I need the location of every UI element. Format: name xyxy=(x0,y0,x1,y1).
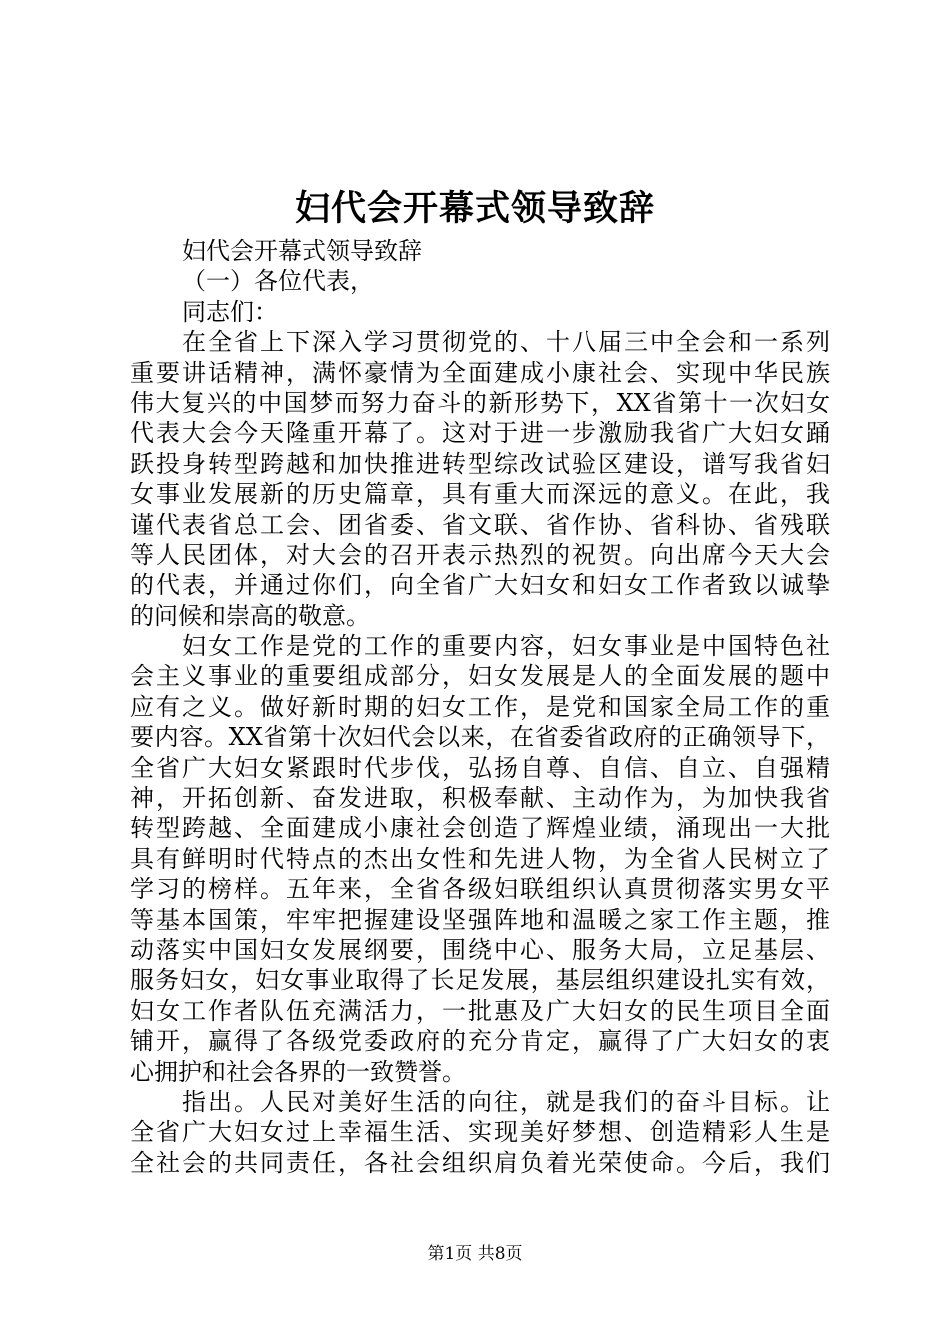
text-line: 跃投身转型跨越和加快推进转型综改试验区建设，谱写我省妇 xyxy=(130,449,830,478)
text-line: 伟大复兴的中国梦而努力奋斗的新形势下，XX省第十一次妇女 xyxy=(130,388,830,417)
document-body xyxy=(130,236,830,1178)
text-line: 等基本国策，牢牢把握建设坚强阵地和温暖之家工作主题，推 xyxy=(130,905,830,934)
text-line: 的问候和崇高的敬意。 xyxy=(130,601,370,630)
text-line: 心拥护和社会各界的一致赞誉。 xyxy=(130,1057,466,1086)
text-line: 女事业发展新的历史篇章，具有重大而深远的意义。在此，我 xyxy=(130,480,830,509)
text-line: 谨代表省总工会、团省委、省文联、省作协、省科协、省残联 xyxy=(130,510,830,539)
text-line: 重要讲话精神，满怀豪情为全面建成小康社会、实现中华民族 xyxy=(130,358,830,387)
text-line: 妇代会开幕式领导致辞 xyxy=(182,237,422,265)
text-line: 具有鲜明时代特点的杰出女性和先进人物，为全省人民树立了 xyxy=(130,844,830,873)
text-line: 要内容。XX省第十次妇代会以来，在省委省政府的正确领导下， xyxy=(130,723,830,752)
text-line: 会主义事业的重要组成部分，妇女发展是人的全面发展的题中 xyxy=(130,662,830,691)
text-line: 的代表，并通过你们，向全省广大妇女和妇女工作者致以诚挚 xyxy=(130,571,830,600)
text-line: 服务妇女，妇女事业取得了长足发展，基层组织建设扎实有效， xyxy=(130,966,830,995)
page-footer: 第1页 共8页 xyxy=(427,1244,523,1264)
text-line: 指出。人民对美好生活的向往，就是我们的奋斗目标。让 xyxy=(182,1087,830,1116)
text-line: 全社会的共同责任，各社会组织肩负着光荣使命。今后，我们 xyxy=(130,1148,830,1177)
text-line: 同志们： xyxy=(182,297,278,326)
text-line: 应有之义。做好新时期的妇女工作，是党和国家全局工作的重 xyxy=(130,692,830,721)
text-line: 全省广大妇女过上幸福生活、实现美好梦想、创造精彩人生是 xyxy=(130,1118,830,1147)
text-line: 代表大会今天隆重开幕了。这对于进一步激励我省广大妇女踊 xyxy=(130,419,830,448)
text-line: 妇女工作者队伍充满活力，一批惠及广大妇女的民生项目全面 xyxy=(130,996,830,1025)
document-title: 妇代会开幕式领导致辞 xyxy=(294,188,655,229)
text-line: 妇女工作是党的工作的重要内容，妇女事业是中国特色社 xyxy=(182,632,830,661)
text-line: 学习的榜样。五年来，全省各级妇联组织认真贯彻落实男女平 xyxy=(130,875,830,904)
text-line: 神，开拓创新、奋发进取，积极奉献、主动作为，为加快我省 xyxy=(130,784,830,813)
text-line: 铺开，赢得了各级党委政府的充分肯定，赢得了广大妇女的衷 xyxy=(130,1027,830,1056)
text-line: 等人民团体，对大会的召开表示热烈的祝贺。向出席今天大会 xyxy=(130,540,830,569)
text-line: （一）各位代表， xyxy=(182,267,374,296)
text-line: 在全省上下深入学习贯彻党的、十八届三中全会和一系列 xyxy=(182,328,830,357)
text-line: 转型跨越、全面建成小康社会创造了辉煌业绩，涌现出一大批 xyxy=(130,814,830,843)
text-line: 动落实中国妇女发展纲要，围绕中心、服务大局，立足基层、 xyxy=(130,935,830,964)
text-line: 全省广大妇女紧跟时代步伐，弘扬自尊、自信、自立、自强精 xyxy=(130,753,830,782)
